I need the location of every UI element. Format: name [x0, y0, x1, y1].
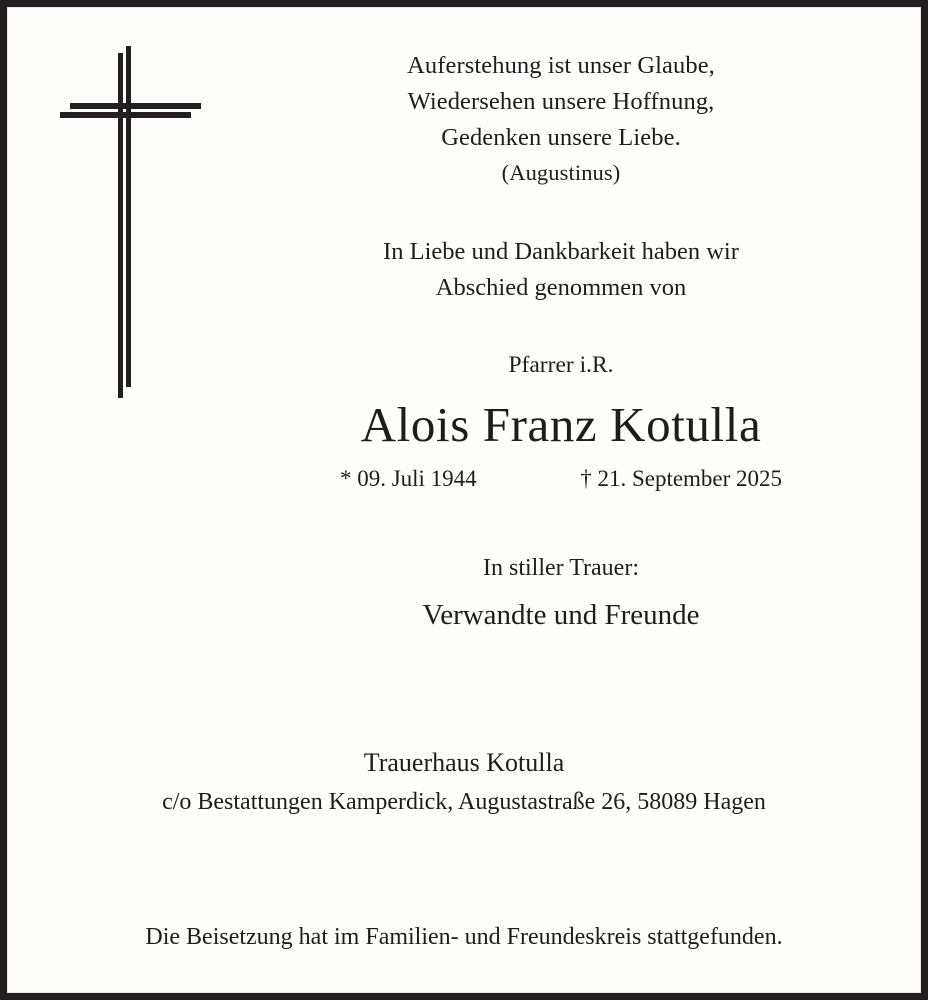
verse-line-2: Wiedersehen unsere Hoffnung,: [407, 88, 715, 115]
farewell-line-1: In Liebe und Dankbarkeit haben wir: [383, 238, 739, 265]
cross-horizontal-back-bar: [70, 103, 201, 109]
farewell-block: [216, 234, 906, 306]
verse-attribution: (Augustinus): [501, 160, 621, 185]
notice-text-column: [216, 8, 906, 634]
verse-line-3: Gedenken unsere Liebe.: [441, 124, 681, 151]
mourners-intro: In stiller Trauer:: [483, 555, 639, 581]
birth-date: * 09. Juli 1944: [339, 466, 477, 491]
verse-line-1: Auferstehung ist unser Glaube,: [407, 52, 715, 79]
funeral-home-block: [22, 746, 906, 818]
funeral-home-address: c/o Bestattungen Kamperdick, Augustastraße 26, 58089 Hagen: [162, 789, 766, 815]
cross-horizontal-front-bar: [60, 112, 191, 118]
mourners-who: Verwandte und Freunde: [422, 599, 700, 631]
cross-vertical-front-bar: [118, 53, 123, 398]
burial-footnote: Die Beisetzung hat im Familien- und Freundeskreis stattgefunden.: [145, 924, 783, 950]
cross-vertical-back-bar: [126, 46, 131, 387]
verse-block: [216, 48, 906, 190]
deceased-dates: [216, 464, 906, 494]
farewell-line-2: Abschied genommen von: [435, 274, 687, 301]
notice-inner-area: [7, 7, 921, 993]
funeral-home-name: Trauerhaus Kotulla: [363, 748, 565, 777]
death-date: † 21. September 2025: [580, 466, 783, 491]
deceased-title: Pfarrer i.R.: [508, 352, 614, 378]
deceased-name: Alois Franz Kotulla: [360, 397, 762, 452]
